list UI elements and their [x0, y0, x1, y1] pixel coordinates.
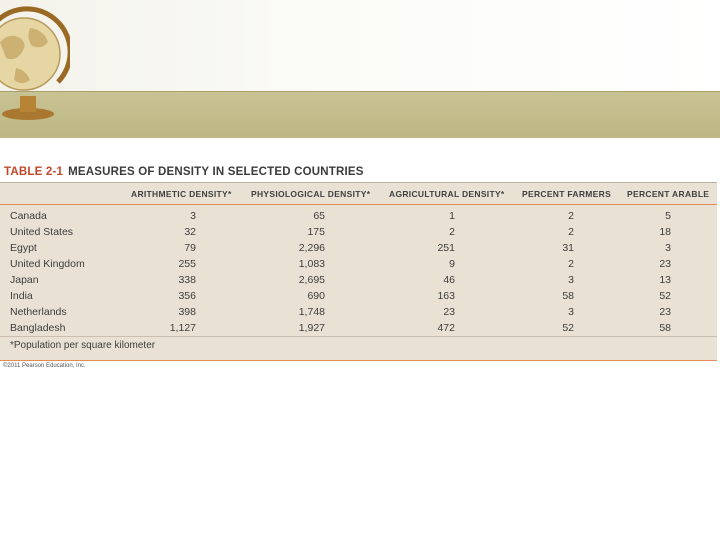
column-header-physiological: PHYSIOLOGICAL DENSITY*: [251, 189, 371, 199]
cell-arithmetic: 3: [190, 210, 196, 222]
cell-farmers: 2: [568, 226, 574, 238]
column-header-farmers: PERCENT FARMERS: [522, 189, 612, 199]
table-label: TABLE 2-1: [4, 166, 64, 178]
table-row: [0, 306, 717, 321]
cell-arable: 23: [659, 258, 671, 270]
cell-physiological: 65: [313, 210, 325, 222]
cell-agricultural: 2: [449, 226, 455, 238]
column-header-arable: PERCENT ARABLE: [627, 189, 710, 199]
cell-arable: 52: [659, 290, 671, 302]
table-title: [4, 166, 364, 178]
table-row: [0, 258, 717, 273]
cell-agricultural: 1: [449, 210, 455, 222]
cell-arithmetic: 356: [178, 290, 196, 302]
table-row: [0, 226, 717, 241]
cell-farmers: 2: [568, 210, 574, 222]
cell-physiological: 175: [307, 226, 325, 238]
cell-farmers: 31: [562, 242, 574, 254]
column-header-arithmetic: ARITHMETIC DENSITY*: [131, 189, 232, 199]
table-row: [0, 274, 717, 289]
copyright-notice: ©2011 Pearson Education, Inc.: [3, 363, 86, 369]
cell-agricultural: 251: [437, 242, 455, 254]
cell-physiological: 1,748: [298, 306, 325, 318]
table-footnote: *Population per square kilometer: [10, 340, 156, 351]
cell-arithmetic: 32: [184, 226, 196, 238]
cell-country: Bangladesh: [10, 322, 66, 334]
cell-country: India: [10, 290, 33, 302]
globe-icon: [0, 2, 70, 122]
table-row: [0, 290, 717, 305]
table-row: [0, 242, 717, 257]
cell-country: United States: [10, 226, 74, 238]
footnote-divider: [0, 336, 717, 337]
table-figure: [0, 163, 720, 374]
cell-agricultural: 46: [443, 274, 455, 286]
table-row: [0, 322, 717, 337]
table-caption: MEASURES OF DENSITY IN SELECTED COUNTRIES: [68, 166, 364, 178]
cell-agricultural: 163: [437, 290, 455, 302]
cell-arable: 18: [659, 226, 671, 238]
cell-physiological: 2,296: [298, 242, 325, 254]
cell-country: United Kingdom: [10, 258, 85, 270]
cell-arithmetic: 338: [178, 274, 196, 286]
cell-agricultural: 23: [443, 306, 455, 318]
cell-arable: 58: [659, 322, 671, 334]
cell-country: Egypt: [10, 242, 37, 254]
cell-country: Japan: [10, 274, 39, 286]
cell-arable: 3: [665, 242, 671, 254]
column-header-agricultural: AGRICULTURAL DENSITY*: [389, 189, 505, 199]
cell-farmers: 2: [568, 258, 574, 270]
cell-agricultural: 472: [437, 322, 455, 334]
cell-arable: 23: [659, 306, 671, 318]
cell-farmers: 3: [568, 306, 574, 318]
density-table: [0, 182, 717, 361]
cell-agricultural: 9: [449, 258, 455, 270]
cell-arithmetic: 398: [178, 306, 196, 318]
cell-physiological: 1,083: [298, 258, 325, 270]
header-divider: [0, 204, 717, 205]
cell-country: Canada: [10, 210, 47, 222]
cell-farmers: 52: [562, 322, 574, 334]
table-row: [0, 210, 717, 225]
cell-arable: 5: [665, 210, 671, 222]
cell-arithmetic: 1,127: [169, 322, 196, 334]
cell-arable: 13: [659, 274, 671, 286]
cell-farmers: 58: [562, 290, 574, 302]
cell-physiological: 690: [307, 290, 325, 302]
cell-physiological: 2,695: [298, 274, 325, 286]
cell-farmers: 3: [568, 274, 574, 286]
slide-header-band: [0, 0, 720, 91]
cell-arithmetic: 255: [178, 258, 196, 270]
cell-country: Netherlands: [10, 306, 67, 318]
slide-title-band: [0, 91, 720, 138]
cell-arithmetic: 79: [184, 242, 196, 254]
cell-physiological: 1,927: [298, 322, 325, 334]
